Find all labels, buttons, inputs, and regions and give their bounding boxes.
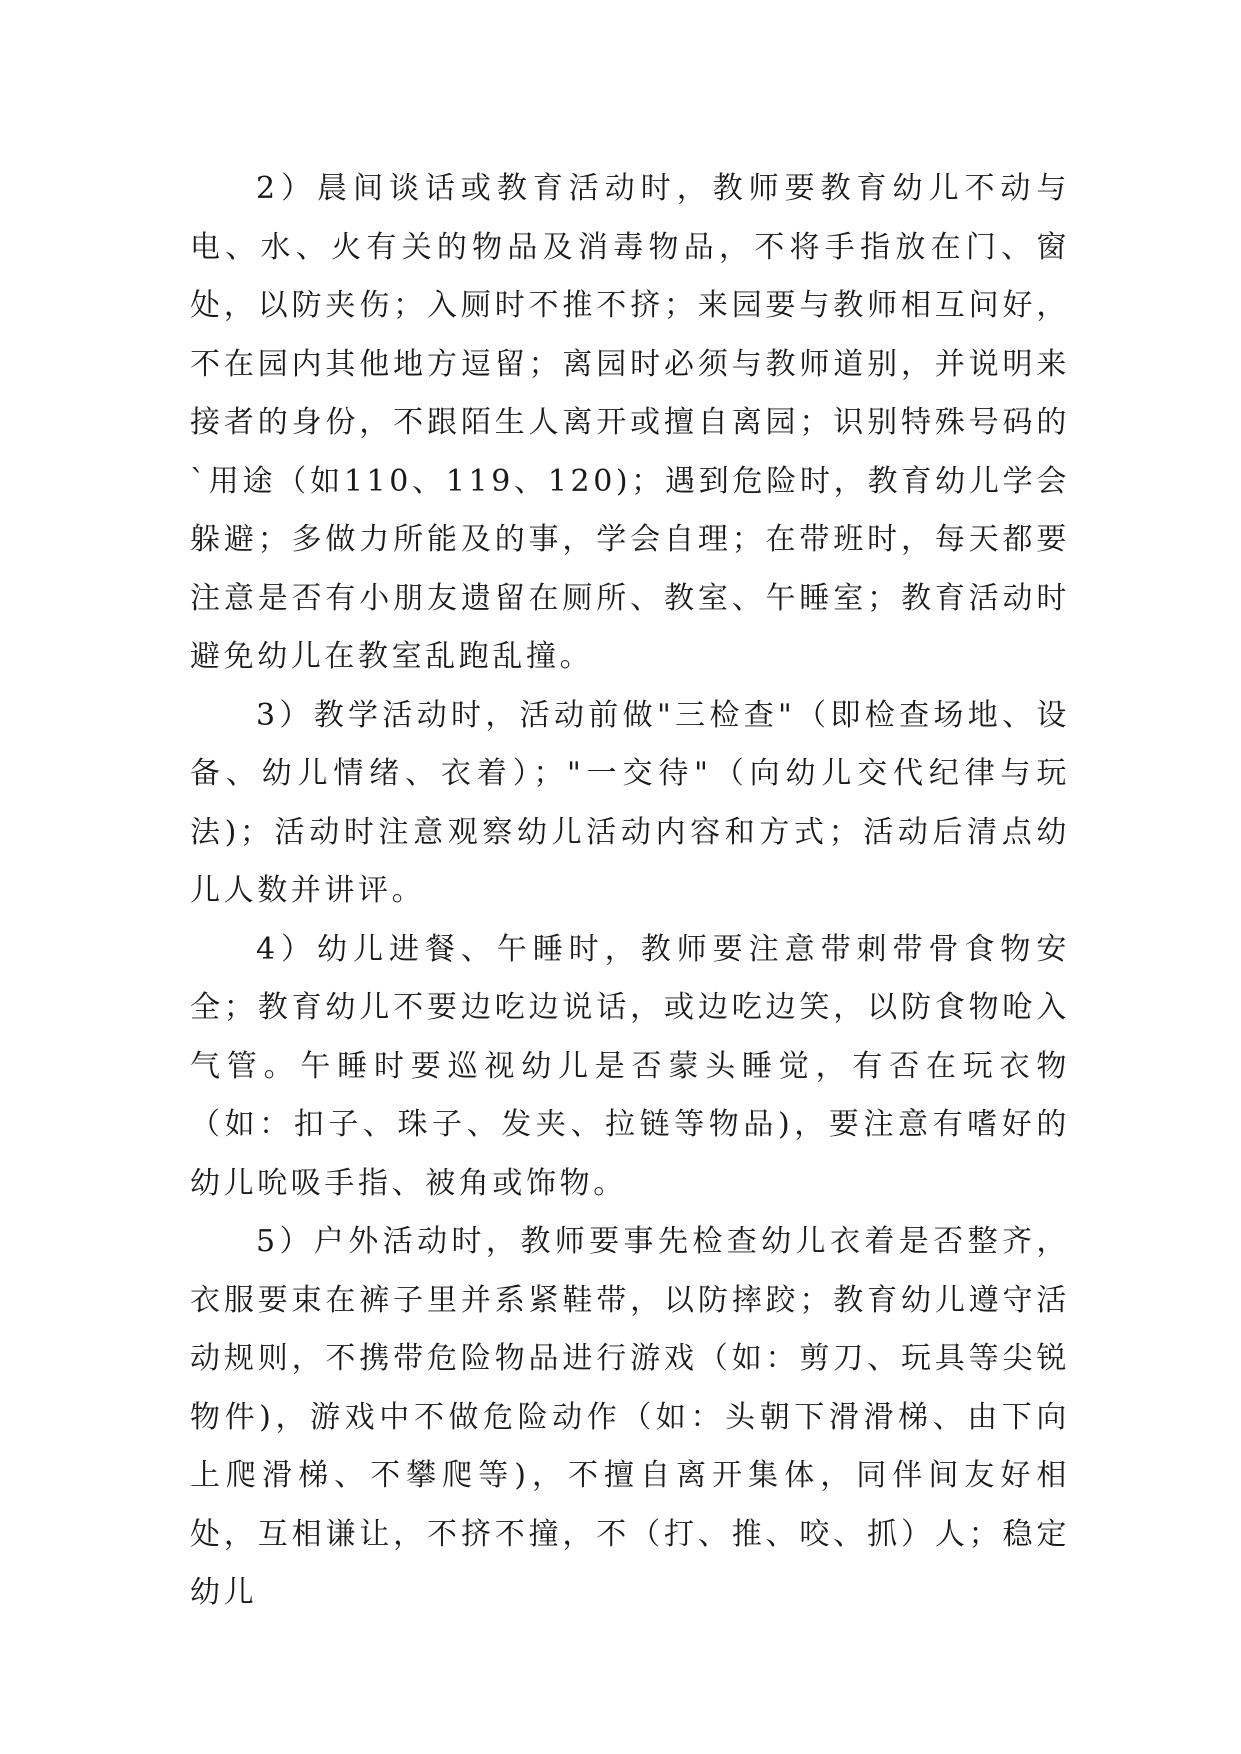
paragraph-5: 5）户外活动时，教师要事先检查幼儿衣着是否整齐，衣服要束在裤子里并系紧鞋带，以防摔跤；教育幼儿遵守活动规则，不携带危险物品进行游戏（如：剪刀、玩具等尖锐物件)，游戏中不做危险动作（如：头朝下滑滑梯、由下向上爬滑梯、不攀爬等)，不擅自离开集体，同伴间友好相处，互相谦让，不挤不撞，不（打、推、咬、抓）人；稳定幼儿: [190, 1224, 1070, 1610]
document-body: [190, 160, 1070, 1623]
paragraph-2: 2）晨间谈话或教育活动时，教师要教育幼儿不动与电、水、火有关的物品及消毒物品，不将手指放在门、窗处，以防夹伤；入厕时不推不挤；来园要与教师相互问好，不在园内其他地方逗留；离园时必须与教师道别，并说明来接者的身份，不跟陌生人离开或擅自离园；识别特殊号码的`用途（如110、119、120)；遇到危险时，教育幼儿学会躲避；多做力所能及的事，学会自理；在带班时，每天都要注意是否有小朋友遗留在厕所、教室、午睡室；教育活动时避免幼儿在教室乱跑乱撞。: [190, 171, 1070, 674]
paragraph-3: 3）教学活动时，活动前做"三检查"（即检查场地、设备、幼儿情绪、衣着）；"一交待"（向幼儿交代纪律与玩法)；活动时注意观察幼儿活动内容和方式；活动后清点幼儿人数并讲评。: [190, 697, 1070, 908]
paragraph-4: 4）幼儿进餐、午睡时，教师要注意带刺带骨食物安全；教育幼儿不要边吃边说话，或边吃边笑，以防食物呛入气管。午睡时要巡视幼儿是否蒙头睡觉，有否在玩衣物（如：扣子、珠子、发夹、拉链等物品)，要注意有嗜好的幼儿吮吸手指、被角或饰物。: [190, 931, 1070, 1201]
